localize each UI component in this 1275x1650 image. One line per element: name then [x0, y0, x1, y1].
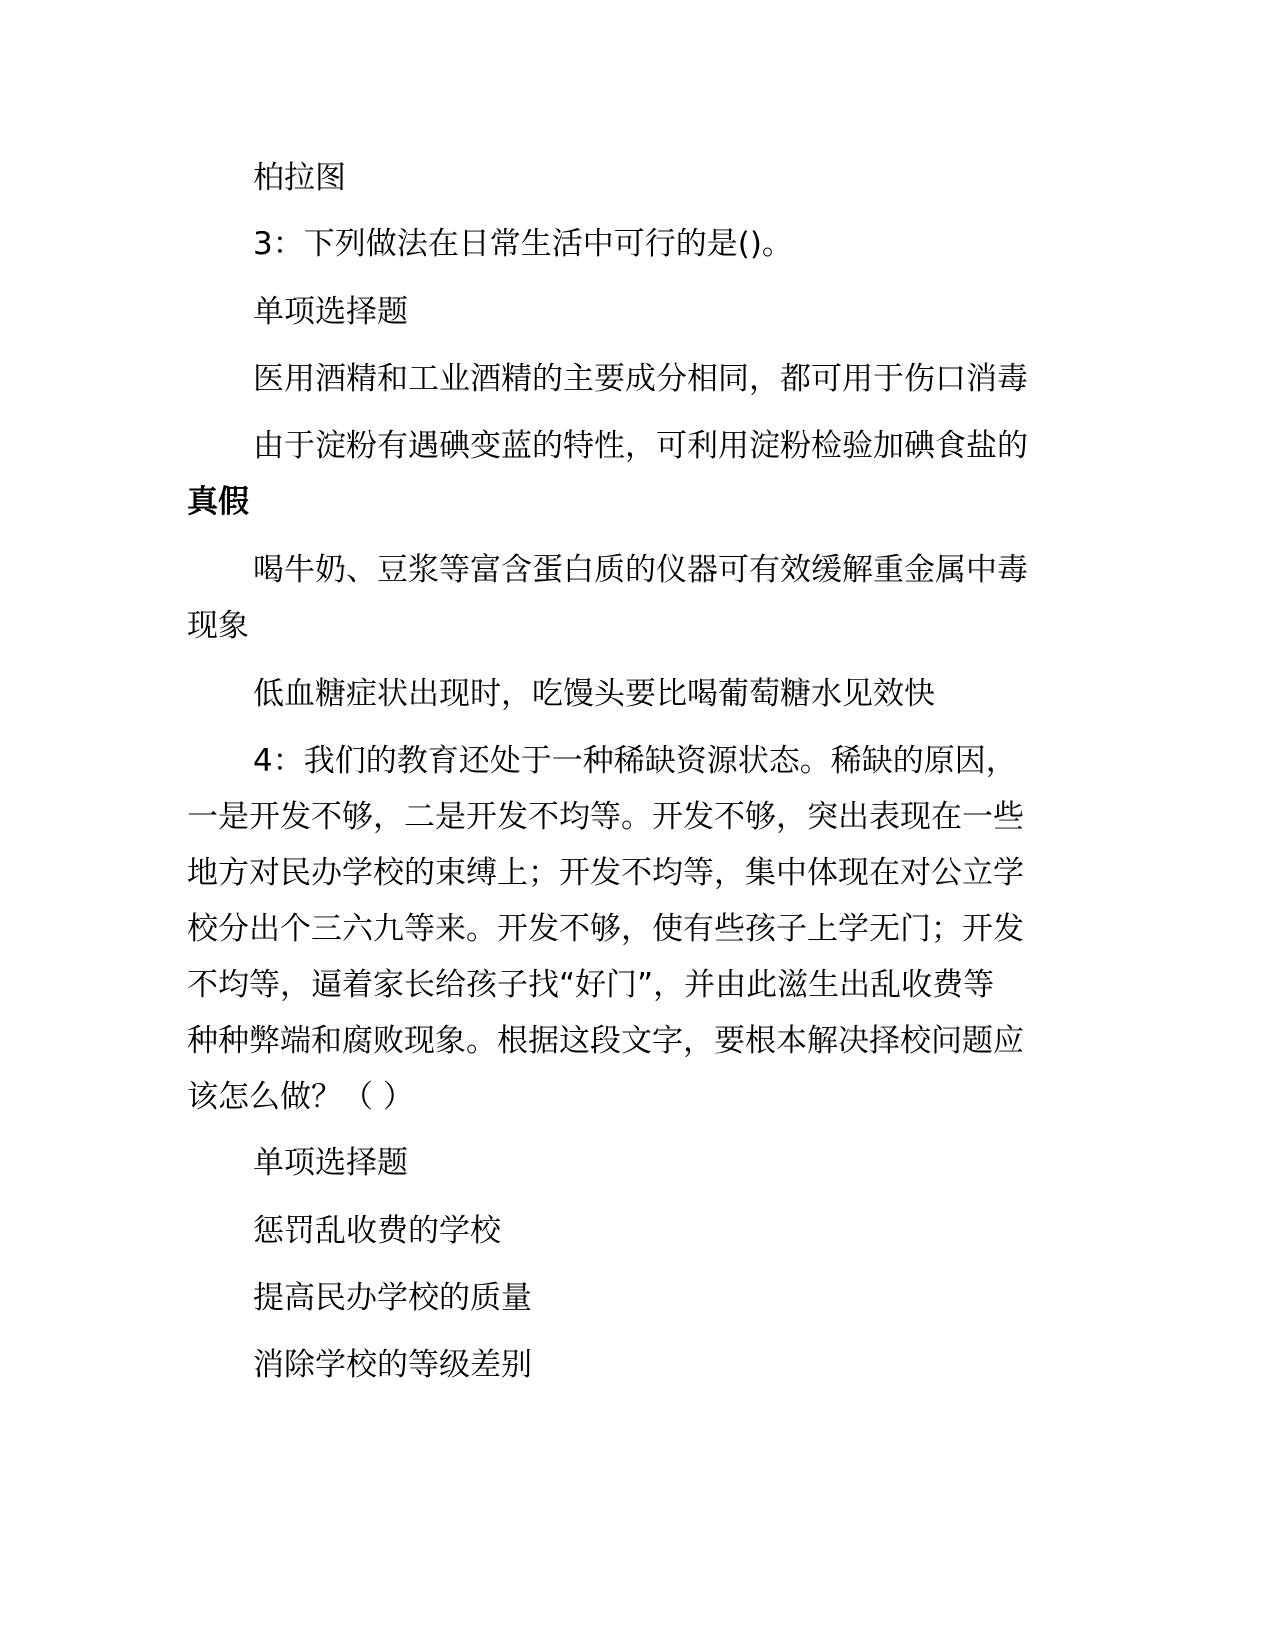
- q4-stem-line-2: 一是开发不够，二是开发不均等。开发不够，突出表现在一些: [187, 799, 1024, 835]
- q3-option-b-line2: 真假: [187, 484, 249, 520]
- q3-option-a: 医用酒精和工业酒精的主要成分相同，都可用于伤口消毒: [253, 361, 1028, 397]
- q4-type: 单项选择题: [253, 1145, 408, 1181]
- q4-option-c: 消除学校的等级差别: [253, 1347, 532, 1383]
- q4-stem-line-7: 该怎么做？（ ）: [187, 1079, 414, 1115]
- q4-stem-line-4: 校分出个三六九等来。开发不够，使有些孩子上学无门；开发: [187, 911, 1024, 947]
- q4-stem-line-6: 种种弊端和腐败现象。根据这段文字，要根本解决择校问题应: [187, 1023, 1024, 1059]
- q3-stem: 3：下列做法在日常生活中可行的是()。: [253, 226, 793, 262]
- q3-type: 单项选择题: [253, 294, 408, 330]
- q4-stem-line-1: 4：我们的教育还处于一种稀缺资源状态。稀缺的原因，: [253, 743, 1017, 779]
- q2-option-last: 柏拉图: [253, 160, 346, 196]
- q4-stem-line-5: 不均等，逼着家长给孩子找“好门”，并由此滋生出乱收费等: [187, 967, 995, 1003]
- q3-option-b-line1: 由于淀粉有遇碘变蓝的特性，可利用淀粉检验加碘食盐的: [253, 428, 1028, 464]
- q4-stem-line-3: 地方对民办学校的束缚上；开发不均等，集中体现在对公立学: [187, 855, 1024, 891]
- q4-option-a: 惩罚乱收费的学校: [253, 1213, 501, 1249]
- q4-option-b: 提高民办学校的质量: [253, 1280, 532, 1316]
- q3-option-c-line2: 现象: [187, 608, 249, 644]
- q3-option-c-line1: 喝牛奶、豆浆等富含蛋白质的仪器可有效缓解重金属中毒: [253, 552, 1028, 588]
- q3-option-d: 低血糖症状出现时，吃馒头要比喝葡萄糖水见效快: [253, 676, 935, 712]
